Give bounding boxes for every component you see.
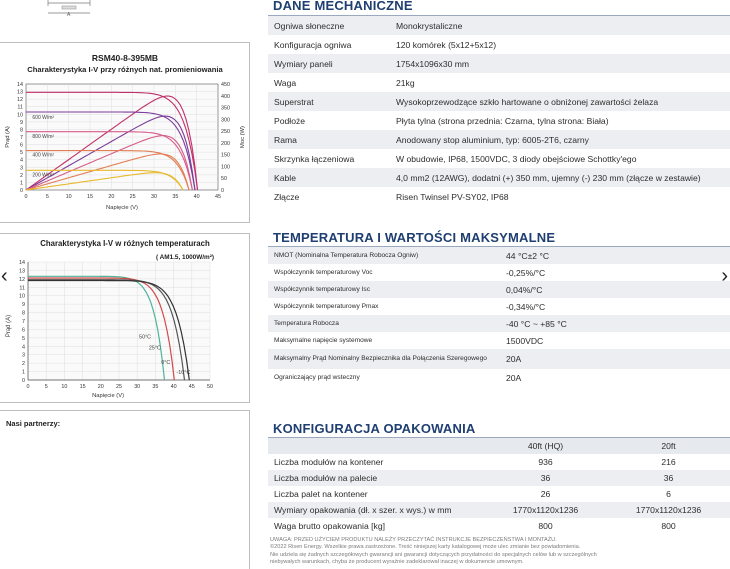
iv2-xtick: 40 [170,384,177,390]
iv1-ytick: 8 [20,127,23,134]
mech-row [268,92,730,111]
iv1-ytick: 6 [20,142,23,149]
iv2-xtick: 15 [79,384,86,390]
iv2-ytick: 0 [22,378,25,384]
temp-key: Ograniczający prąd wsteczny [268,369,500,386]
iv1-ylabel-left: Prąd (A) [5,126,11,148]
iv2-ytick: 1 [22,369,25,376]
temp-row [268,264,730,281]
iv1-curve-label: 400 W/m² [32,152,55,159]
mech-key: Kable [268,168,390,187]
mech-row [268,149,730,168]
iv2-xlabel: Napięcie (V) [92,393,125,399]
temperature-table [268,247,730,386]
iv2-subtitle: ( AM1.5, 1000W/m²) [155,254,215,261]
mech-row [268,187,730,206]
iv2-ytick: 9 [22,302,25,309]
mech-row [268,130,730,149]
pack-row [268,502,730,518]
temp-value: -0,34%/°C [500,298,730,315]
pack-key: Liczba modułów na kontener [268,454,484,470]
iv1-ytick: 0 [20,188,23,194]
temp-key: NMOT (Nominalna Temperatura Robocza Ogniw) [268,247,500,264]
iv2-curve-label: 50°C [139,334,152,341]
mech-key: Podłoże [268,111,390,130]
mech-value: 4,0 mm2 (12AWG), dodatni (+) 350 mm, ujemny (-) 230 mm (złącze w zestawie) [390,168,730,187]
iv2-ytick: 12 [19,276,25,283]
temp-key: Współczynnik temperaturowy Pmax [268,298,500,315]
iv2-xtick: 10 [61,384,68,390]
pack-header-col: 20ft [607,438,730,454]
iv1-curve-label: 600 W/m² [32,114,55,121]
iv1-y2tick: 250 [221,129,230,136]
iv1-xtick: 45 [215,194,221,200]
iv1-y2tick: 200 [221,140,230,147]
iv1-y2tick: 50 [221,176,227,183]
temp-row [268,349,730,369]
iv1-y2tick: 0 [221,188,224,194]
iv2-xtick: 5 [44,384,48,390]
pack-header-empty [268,438,484,454]
pack-value-20ft: 800 [607,518,730,534]
iv1-xtick: 40 [193,194,200,200]
iv2-xtick: 20 [97,384,104,390]
temp-key: Współczynnik temperaturowy Isc [268,281,500,298]
iv2-ytick: 8 [22,310,25,317]
iv1-ytick: 5 [20,150,23,157]
iv1-ytick: 13 [17,89,23,96]
pack-value-40ft: 936 [484,454,607,470]
iv1-ytick: 9 [20,119,23,126]
iv2-ytick: 13 [19,268,25,275]
mechanical-table [268,16,730,206]
right-column [268,0,730,569]
iv1-xtick: 15 [87,194,93,200]
iv-irradiance-chart [0,43,250,224]
temp-row [268,298,730,315]
footer-line-4: niebywałych warunkach, chyba że producent wyraźnie zadeklarował inaczej w dokumencie umownym. [270,558,524,565]
pack-key: Liczba modułów na palecie [268,470,484,486]
iv1-xtick: 5 [45,194,49,200]
iv-temperature-chart [0,234,250,404]
pack-key: Waga brutto opakowania [kg] [268,518,484,534]
mech-row [268,73,730,92]
temp-value: 20A [500,369,730,386]
footer-line-3: Nie udziela się żadnych szczegółowych gwarancji ani gwarancji dotyczących przydatności do specjalnych celów lub w szczególnych [270,551,597,558]
iv1-xtick: 20 [108,194,115,200]
iv1-ytick: 10 [17,112,23,119]
pack-value-40ft: 800 [484,518,607,534]
iv2-title: Charakterystyka I-V w różnych temperaturach [40,239,210,248]
iv1-y2tick: 100 [221,164,230,171]
pack-value-20ft: 36 [607,470,730,486]
temp-key: Maksymalne napięcie systemowe [268,332,500,349]
iv1-ytick: 1 [20,180,23,187]
mech-key: Złącze [268,187,390,206]
mech-key: Konfiguracja ogniwa [268,35,390,54]
temp-row [268,332,730,349]
pack-value-20ft: 6 [607,486,730,502]
footer-line-1: UWAGA: PRZED UŻYCIEM PRODUKTU NALEŻY PRZECZYTAĆ INSTRUKCJE BEZPIECZEŃSTWA I MONTAŻU. [270,537,557,543]
iv1-xtick: 0 [24,194,28,200]
temperature-title: TEMPERATURA I WARTOŚCI MAKSYMALNE [273,230,556,245]
mech-value: 120 komórek (5x12+5x12) [390,35,730,54]
iv2-ytick: 5 [22,335,25,342]
mech-key: Superstrat [268,92,390,111]
temp-value: -0,25%/°C [500,264,730,281]
mech-key: Waga [268,73,390,92]
mechanical-title: DANE MECHANICZNE [273,0,413,13]
iv-temperature-panel [0,233,250,403]
mech-value: Płyta tylna (strona przednia: Czarna, tylna strona: Biała) [390,111,730,130]
mech-key: Skrzynka łączeniowa [268,149,390,168]
iv1-y2tick: 150 [221,152,230,159]
iv2-ytick: 6 [22,327,25,334]
temp-value: 1500VDC [500,332,730,349]
iv1-title-top: RSM40-8-395MB [91,53,159,63]
iv1-xtick: 35 [172,194,179,200]
temp-key: Temperatura Robocza [268,315,500,332]
partners-panel [0,410,250,569]
mech-value: 1754x1096x30 mm [390,54,730,73]
iv2-curve-label: 0°C [161,359,171,366]
mech-key: Wymiary paneli [268,54,390,73]
pack-value-40ft: 26 [484,486,607,502]
iv1-xtick: 25 [129,194,136,200]
footer-line-2: ©2022 Risen Energy. Wszelkie prawa zastrzeżone. Treść niniejszej karty katalogowej może ulec zmianie bez powiadomienia. [270,544,581,551]
mech-value: 21kg [390,73,730,92]
pack-row [268,518,730,534]
pack-value-40ft: 1770x1120x1236 [484,502,607,518]
iv1-ytick: 3 [20,165,23,172]
mech-value: Monokrystaliczne [390,16,730,35]
temp-row [268,247,730,264]
iv1-curve-label: 200 W/m² [32,172,55,179]
pack-row [268,486,730,502]
iv1-ytick: 12 [17,97,23,104]
pack-key: Wymiary opakowania (dł. x szer. x wys.) w mm [268,502,484,518]
mech-row [268,168,730,187]
iv1-ytick: 4 [20,157,23,164]
pack-header-row [268,438,730,454]
packaging-table [268,438,730,534]
temp-value: 20A [500,349,730,369]
pack-value-20ft: 1770x1120x1236 [607,502,730,518]
iv2-ytick: 10 [19,293,25,300]
iv2-ytick: 14 [19,260,25,266]
mech-value: W obudowie, IP68, 1500VDC, 3 diody obejściowe Schottky'ego [390,149,730,168]
partners-label: Nasi partnerzy: [6,419,61,428]
mech-key: Ogniwa słoneczne [268,16,390,35]
mech-row [268,16,730,35]
iv1-ytick: 7 [20,135,23,141]
iv2-ytick: 3 [22,352,25,359]
iv-irradiance-panel [0,42,250,223]
mech-value: Anodowany stop aluminium, typ: 6005-2T6, czarny [390,130,730,149]
temp-row [268,369,730,386]
iv1-xtick: 30 [151,194,157,200]
pack-value-40ft: 36 [484,470,607,486]
left-column [0,0,252,569]
iv2-xtick: 25 [116,384,122,390]
prev-arrow-icon[interactable]: ‹ [1,265,8,287]
iv2-xtick: 35 [152,384,159,390]
iv2-curve-label: -10°C [176,370,191,377]
iv1-ytick: 2 [20,172,23,179]
iv2-xtick: 30 [134,384,141,390]
mech-value: Wysokoprzewodzące szkło hartowane o obniżonej zawartości żelaza [390,92,730,111]
iv1-xlabel: Napięcie (V) [106,205,138,211]
iv1-y2tick: 450 [221,82,230,88]
pack-key: Liczba palet na kontener [268,486,484,502]
iv2-xtick: 0 [26,384,30,390]
temp-value: 0,04%/°C [500,281,730,298]
iv1-ytick: 11 [17,104,23,111]
iv1-curve-label: 800 W/m² [32,133,55,140]
iv2-ytick: 11 [19,285,25,292]
scrap-label: A [67,12,71,18]
pack-header-col: 40ft (HQ) [484,438,607,454]
temp-value: -40 °C ~ +85 °C [500,315,730,332]
pack-value-20ft: 216 [607,454,730,470]
mech-row [268,54,730,73]
iv1-ytick: 14 [17,82,23,88]
iv2-xtick: 45 [188,384,195,390]
iv1-ylabel-right: Moc (W) [240,126,246,148]
temp-key: Maksymalny Prąd Nominalny Bezpiecznika dla Połączenia Szeregowego [268,349,500,369]
mech-value: Risen Twinsel PV-SY02, IP68 [390,187,730,206]
next-arrow-icon[interactable]: › [721,265,728,287]
mech-row [268,111,730,130]
iv2-ytick: 2 [22,361,25,368]
iv1-y2tick: 350 [221,105,230,112]
iv2-ytick: 4 [22,344,25,351]
temp-row [268,315,730,332]
iv1-xtick: 10 [65,194,72,200]
temp-row [268,281,730,298]
mech-key: Rama [268,130,390,149]
iv1-title: Charakterystyka I-V przy różnych nat. promieniowania [27,65,223,74]
mech-row [268,35,730,54]
pack-row [268,454,730,470]
iv1-y2tick: 300 [221,117,230,124]
temp-key: Współczynnik temperaturowy Voc [268,264,500,281]
iv2-xtick: 50 [207,384,213,390]
packaging-title: KONFIGURACJA OPAKOWANIA [273,421,476,436]
iv2-ytick: 7 [22,319,25,325]
pack-row [268,470,730,486]
footer-notes [270,537,730,566]
iv2-ylabel: Prąd (A) [6,314,12,338]
temp-value: 44 °C±2 °C [500,247,730,264]
iv2-curve-label: 25°C [148,345,161,352]
iv1-y2tick: 400 [221,93,230,100]
